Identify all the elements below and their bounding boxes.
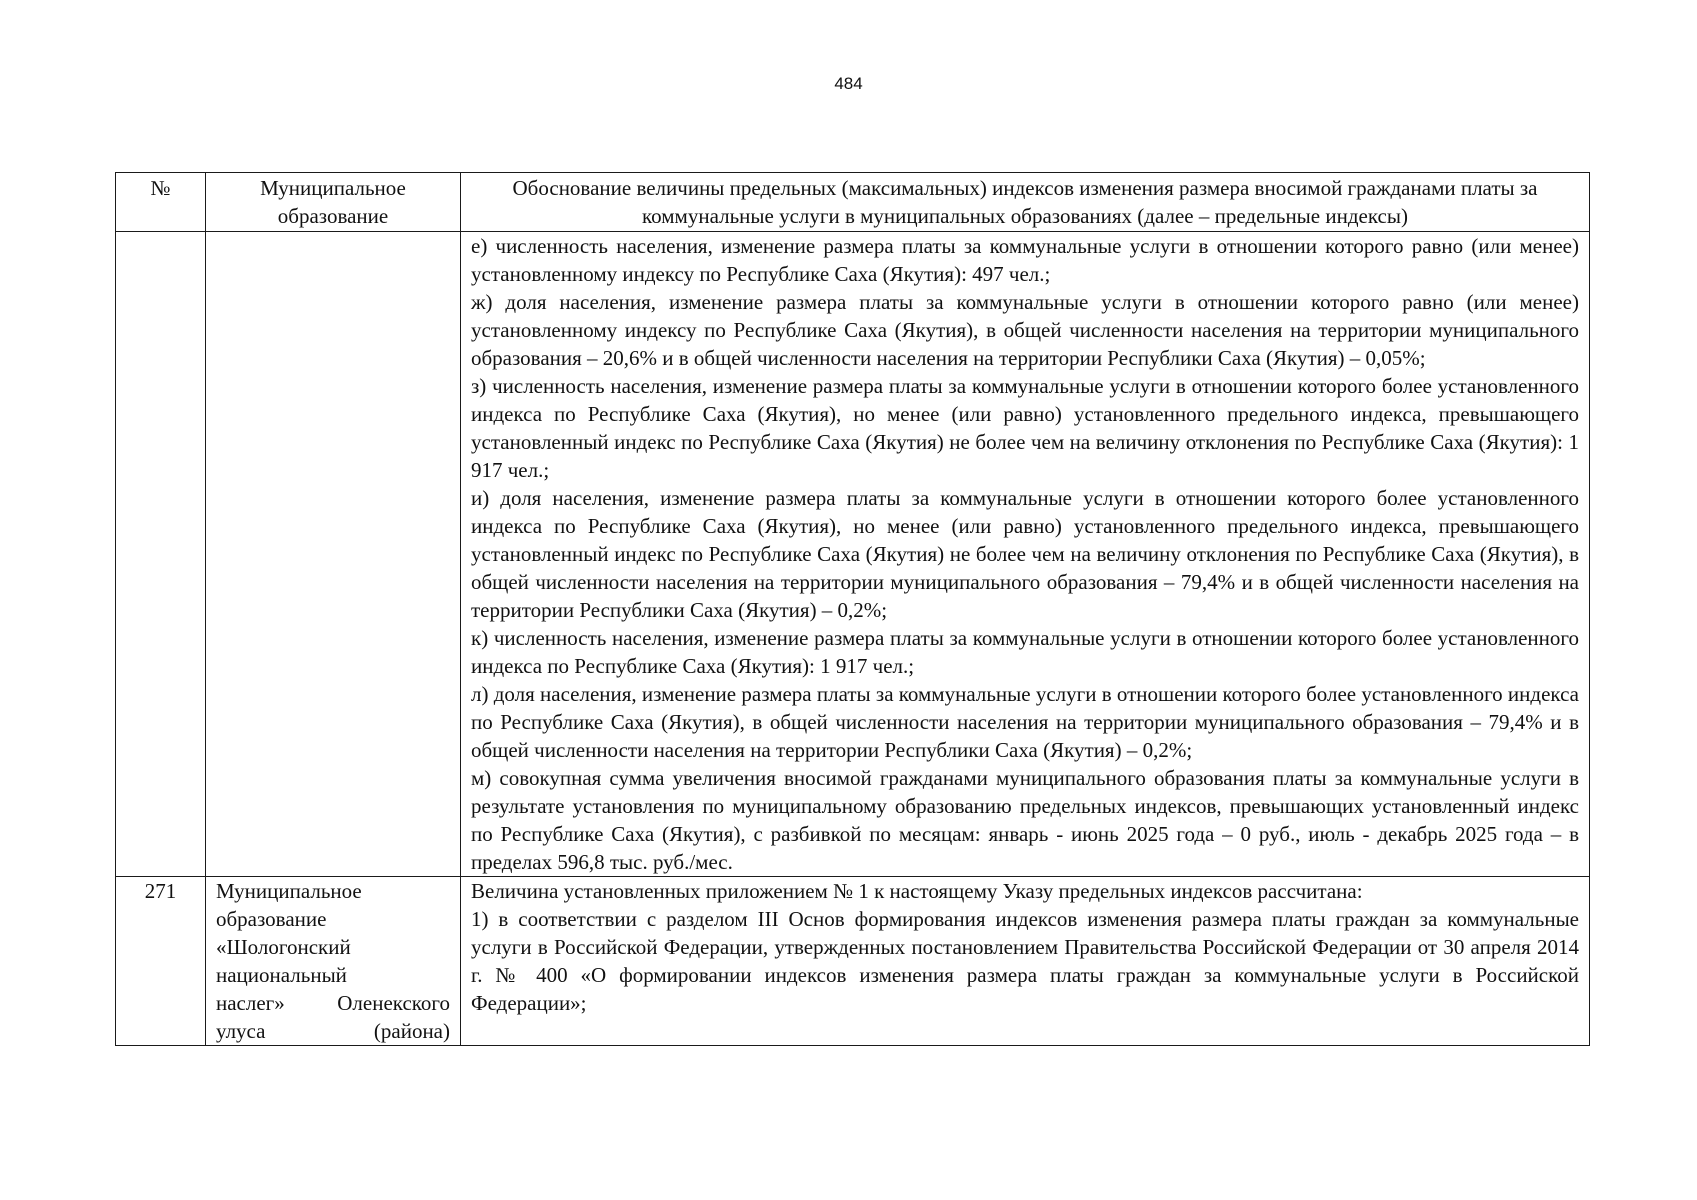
row-municipality [206, 877, 461, 1046]
header-number: № [116, 173, 206, 232]
table-row [116, 232, 1590, 877]
indices-table [115, 172, 1590, 1046]
paragraph-k: к) численность населения, изменение размера платы за коммунальные услуги в отношении которого более установленного индекса по Республике Саха (Якутия): 1 917 чел.; [471, 626, 1579, 678]
header-municipality: Муниципальное образование [206, 173, 461, 232]
page-number: 484 [834, 74, 863, 93]
municipality-line: национальный [216, 963, 347, 987]
paragraph-1: 1) в соответствии с разделом III Основ формирования индексов изменения размера платы граждан за коммунальные услуги в Российской Федерации, утвержденных постановлением Правительства Российской Федерации от 30 апреля 2014 г. № 400 «О формировании индексов изменения размера платы граждан за коммунальные услуги в Российской Федерации»; [471, 907, 1579, 1015]
municipality-line: Муниципальное [216, 879, 362, 903]
table-header-row [116, 173, 1590, 232]
paragraph-i: и) доля населения, изменение размера платы за коммунальные услуги в отношении которого более установленного индекса по Республике Саха (Якутия), но менее (или равно) установленного предельного индекса, превышающего установленный индекс по Республике Саха (Якутия) не более чем на величину отклонения по Республике Саха (Якутия), в общей численности населения на территории муниципального образования – 79,4% и в общей численности населения на территории Республики Саха (Якутия) – 0,2%; [471, 486, 1579, 622]
row-municipality [206, 232, 461, 877]
header-justification: Обоснование величины предельных (максимальных) индексов изменения размера вносимой гражданами платы за коммунальные услуги в муниципальных образованиях (далее – предельные индексы) [461, 173, 1590, 232]
row-number [116, 232, 206, 877]
municipality-line: наслег» Оленекского [216, 991, 450, 1015]
municipality-line: улуса (района) [216, 1019, 450, 1043]
paragraph-m: м) совокупная сумма увеличения вносимой гражданами муниципального образования платы за коммунальные услуги в результате установления по муниципальному образованию предельных индексов, превышающих установленный индекс по Республике Саха (Якутия), с разбивкой по месяцам: январь - июнь 2025 года – 0 руб., июль - декабрь 2025 года – в пределах 596,8 тыс. руб./мес. [471, 766, 1579, 874]
table-row [116, 877, 1590, 1046]
row-justification [461, 877, 1590, 1046]
row-number: 271 [116, 877, 206, 1046]
paragraph-l: л) доля населения, изменение размера платы за коммунальные услуги в отношении которого более установленного индекса по Республике Саха (Якутия), в общей численности населения на территории муниципального образования – 79,4% и в общей численности населения на территории Республики Саха (Якутия) – 0,2%; [471, 682, 1579, 762]
paragraph-zh: ж) доля населения, изменение размера платы за коммунальные услуги в отношении которого равно (или менее) установленному индексу по Республике Саха (Якутия), в общей численности населения на территории муниципального образования – 20,6% и в общей численности населения на территории Республики Саха (Якутия) – 0,05%; [471, 290, 1579, 370]
row-justification [461, 232, 1590, 877]
paragraph-e: е) численность населения, изменение размера платы за коммунальные услуги в отношении которого равно (или менее) установленному индексу по Республике Саха (Якутия): 497 чел.; [471, 234, 1579, 286]
paragraph-intro: Величина установленных приложением № 1 к настоящему Указу предельных индексов рассчитана: [471, 879, 1363, 903]
municipality-line: образование [216, 907, 327, 931]
municipality-line: «Шологонский [216, 935, 351, 959]
paragraph-z: з) численность населения, изменение размера платы за коммунальные услуги в отношении которого более установленного индекса по Республике Саха (Якутия), но менее (или равно) установленного предельного индекса, превышающего установленный индекс по Республике Саха (Якутия) не более чем на величину отклонения по Республике Саха (Якутия): 1 917 чел.; [471, 374, 1579, 482]
